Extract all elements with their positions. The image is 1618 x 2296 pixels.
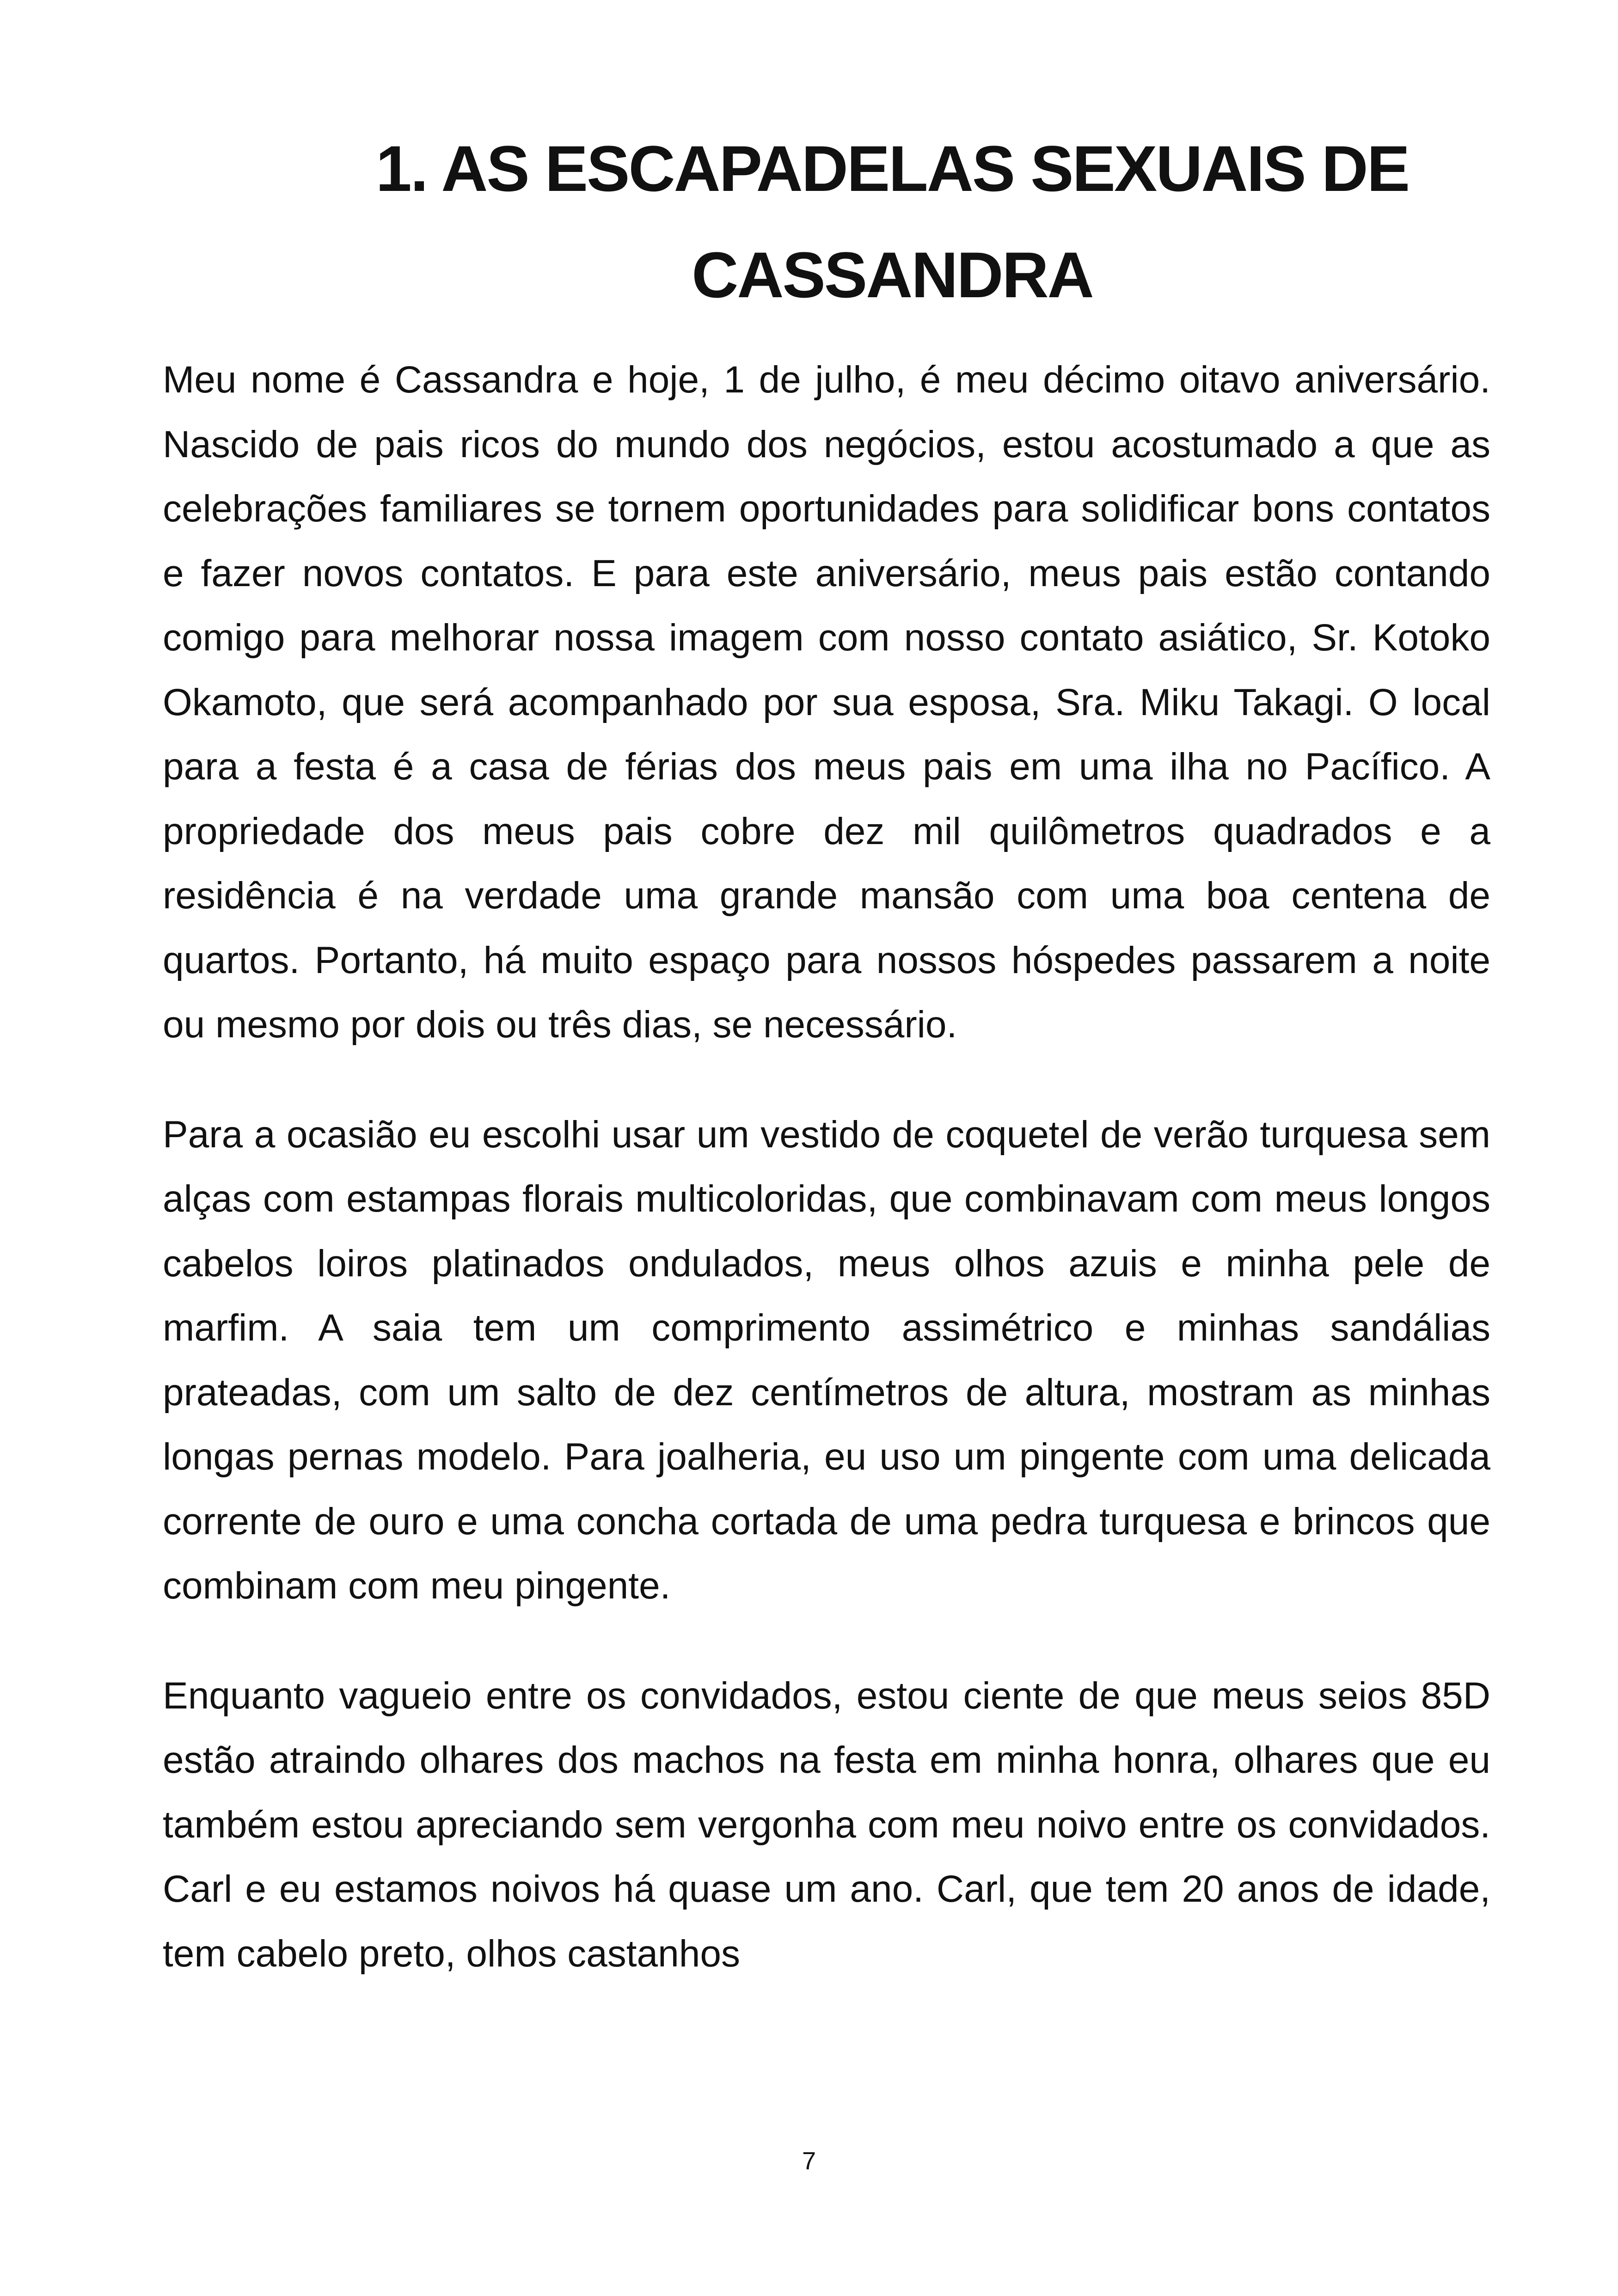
chapter-title-line-2: CASSANDRA	[692, 239, 1093, 311]
paragraph-1: Meu nome é Cassandra e hoje, 1 de julho, é meu décimo oitavo aniversário. Nascido de pais ricos do mundo dos negócios, estou acostumado a que as celebrações familiares se tornem oportunidades para solidificar bons contatos e fazer novos contatos. E para este aniversário, meus pais estão contando comigo para melhorar nossa imagem com nosso contato asiático, Sr. Kotoko Okamoto, que será acompanhado por sua esposa, Sra. Miku Takagi. O local para a festa é a casa de férias dos meus pais em uma ilha no Pacífico. A propriedade dos meus pais cobre dez mil quilômetros quadrados e a residência é na verdade uma grande mansão com uma boa centena de quartos. Portanto, há muito espaço para nossos hóspedes passarem a noite ou mesmo por dois ou três dias, se necessário.	[163, 359, 1490, 1046]
page-number: 7	[802, 2147, 816, 2175]
body-text	[163, 348, 1490, 1986]
paragraph-2: Para a ocasião eu escolhi usar um vestido de coquetel de verão turquesa sem alças com estampas florais multicoloridas, que combinavam com meus longos cabelos loiros platinados ondulados, meus olhos azuis e minha pele de marfim. A saia tem um comprimento assimétrico e minhas sandálias prateadas, com um salto de dez centímetros de altura, mostram as minhas longas pernas modelo. Para joalheria, eu uso um pingente com uma delicada corrente de ouro e uma concha cortada de uma pedra turquesa e brincos que combinam com meu pingente.	[163, 1113, 1490, 1607]
chapter-title-line-1: 1. AS ESCAPADELAS SEXUAIS DE	[375, 132, 1409, 205]
paragraph-3: Enquanto vagueio entre os convidados, estou ciente de que meus seios 85D estão atraindo olhares dos machos na festa em minha honra, olhares que eu também estou apreciando sem vergonha com meu noivo entre os convidados. Carl e eu estamos noivos há quase um ano. Carl, que tem 20 anos de idade, tem cabelo preto, olhos castanhos	[163, 1674, 1490, 1975]
chapter-title	[356, 116, 1428, 328]
